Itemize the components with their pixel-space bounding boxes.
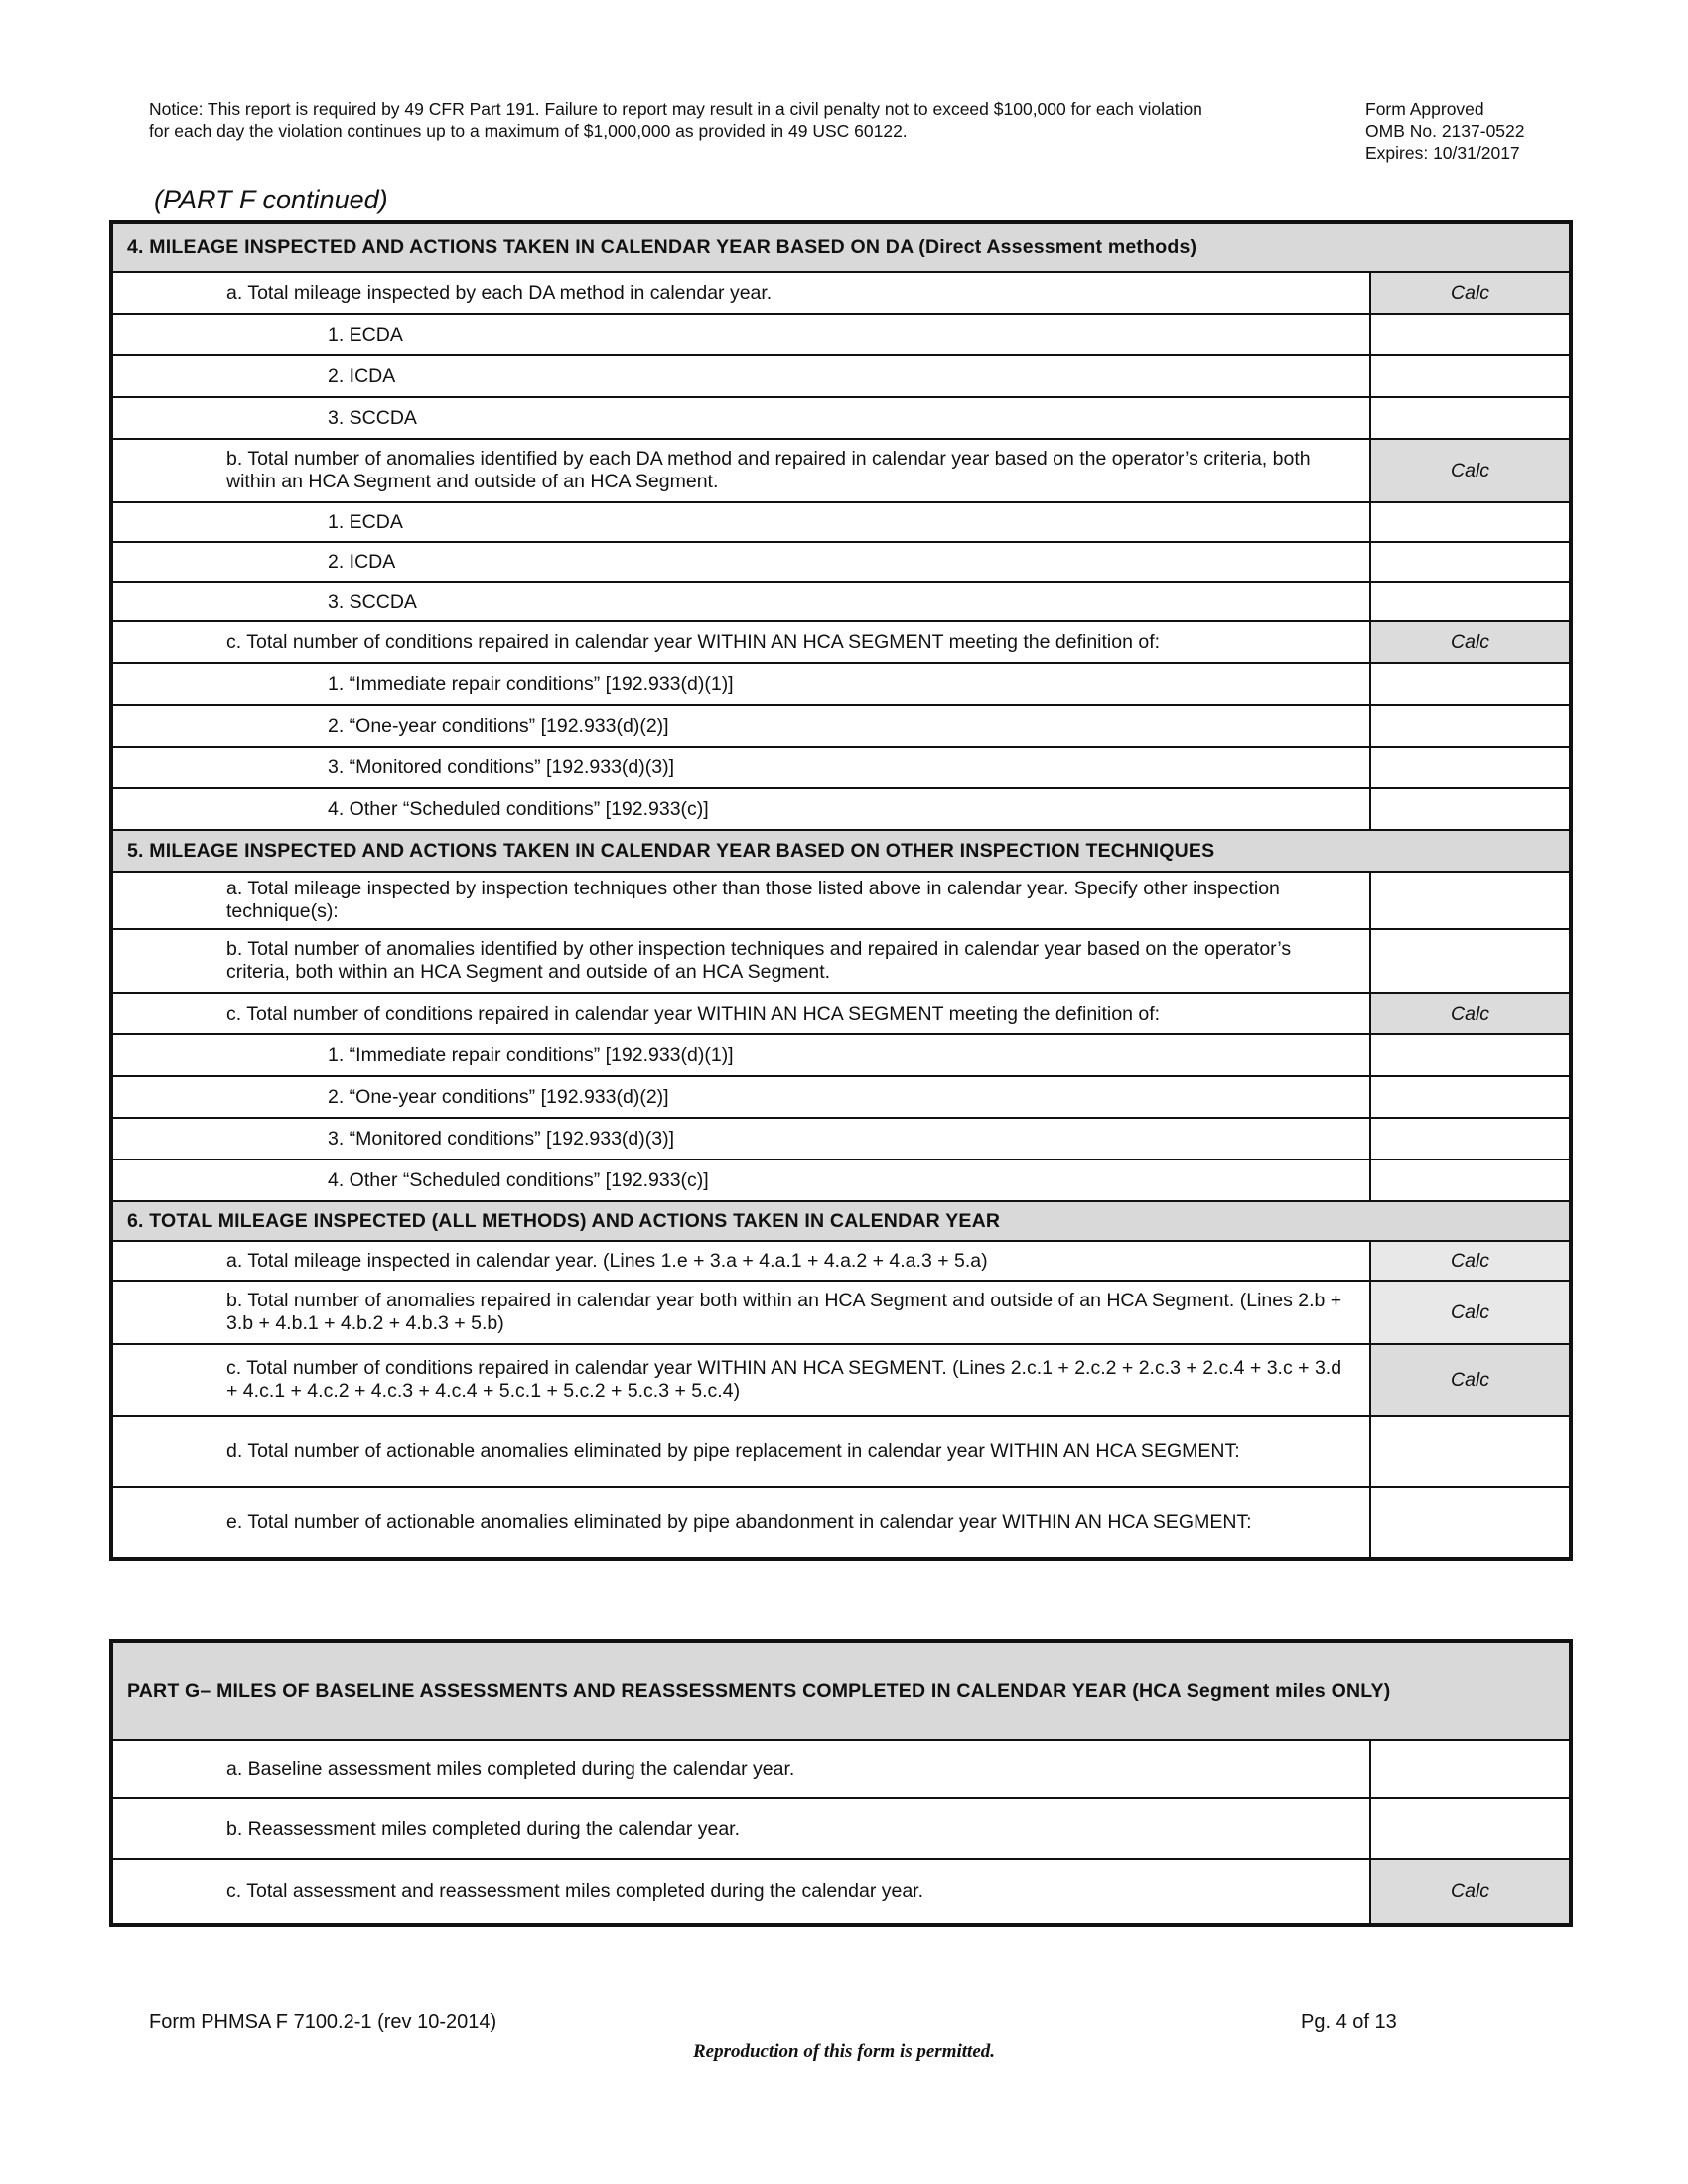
row-5c2-input[interactable] <box>1370 1076 1571 1118</box>
row-4c4-label: 4. Other “Scheduled conditions” [192.933(c)] <box>111 788 1370 830</box>
row-ga-label: a. Baseline assessment miles completed during the calendar year. <box>111 1740 1370 1798</box>
approval-line-3: Expires: 10/31/2017 <box>1365 143 1520 163</box>
row-4c-label: c. Total number of conditions repaired in calendar year WITHIN AN HCA SEGMENT meeting the definition of: <box>111 621 1370 663</box>
row-4c <box>111 621 1571 663</box>
row-5c3 <box>111 1118 1571 1160</box>
row-6a <box>111 1241 1571 1281</box>
row-4c2 <box>111 705 1571 747</box>
row-5a-input[interactable] <box>1370 872 1571 929</box>
row-6b-label: b. Total number of anomalies repaired in calendar year both within an HCA Segment and outside of an HCA Segment. (Lines 2.b + 3.b + 4.b.1 + 4.b.2 + 4.b.3 + 5.b) <box>111 1281 1370 1344</box>
section-5-title: 5. MILEAGE INSPECTED AND ACTIONS TAKEN IN CALENDAR YEAR BASED ON OTHER INSPECTION TECHNIQUES <box>111 830 1571 872</box>
row-6d-label: d. Total number of actionable anomalies eliminated by pipe replacement in calendar year WITHIN AN HCA SEGMENT: <box>111 1416 1370 1487</box>
row-6e-label: e. Total number of actionable anomalies eliminated by pipe abandonment in calendar year WITHIN AN HCA SEGMENT: <box>111 1487 1370 1559</box>
row-4c1 <box>111 663 1571 705</box>
row-5c <box>111 993 1571 1034</box>
section-4-title: 4. MILEAGE INSPECTED AND ACTIONS TAKEN IN CALENDAR YEAR BASED ON DA (Direct Assessment methods) <box>111 222 1571 272</box>
section-6-header-row <box>111 1201 1571 1241</box>
row-4b1-label: 1. ECDA <box>111 502 1370 542</box>
part-f-table <box>109 220 1573 1561</box>
row-4a3-label: 3. SCCDA <box>111 397 1370 439</box>
part-g-title: PART G– MILES OF BASELINE ASSESSMENTS AND REASSESSMENTS COMPLETED IN CALENDAR YEAR (HCA Segment miles ONLY) <box>111 1641 1571 1740</box>
row-5c-label: c. Total number of conditions repaired in calendar year WITHIN AN HCA SEGMENT meeting the definition of: <box>111 993 1370 1034</box>
row-5c1 <box>111 1034 1571 1076</box>
row-5c3-label: 3. “Monitored conditions” [192.933(d)(3)] <box>111 1118 1370 1160</box>
row-gb-label: b. Reassessment miles completed during the calendar year. <box>111 1798 1370 1859</box>
row-5c4 <box>111 1160 1571 1201</box>
row-4b3-label: 3. SCCDA <box>111 582 1370 621</box>
row-4a2-input[interactable] <box>1370 355 1571 397</box>
row-4a3 <box>111 397 1571 439</box>
row-4a <box>111 272 1571 314</box>
row-6b <box>111 1281 1571 1344</box>
row-4c2-label: 2. “One-year conditions” [192.933(d)(2)] <box>111 705 1370 747</box>
row-gb-input[interactable] <box>1370 1798 1571 1859</box>
section-4-header-row <box>111 222 1571 272</box>
row-4b2-label: 2. ICDA <box>111 542 1370 582</box>
section-6-title: 6. TOTAL MILEAGE INSPECTED (ALL METHODS) AND ACTIONS TAKEN IN CALENDAR YEAR <box>111 1201 1571 1241</box>
notice-line-2: for each day the violation continues up to a maximum of $1,000,000 as provided in 49 USC 60122. <box>149 121 908 141</box>
row-6a-label: a. Total mileage inspected in calendar year. (Lines 1.e + 3.a + 4.a.1 + 4.a.2 + 4.a.3 + 5.a) <box>111 1241 1370 1281</box>
row-6e-input[interactable] <box>1370 1487 1571 1559</box>
row-6d <box>111 1416 1571 1487</box>
row-4a2 <box>111 355 1571 397</box>
row-ga <box>111 1740 1571 1798</box>
row-4b-label: b. Total number of anomalies identified by each DA method and repaired in calendar year based on the operator’s criteria, both within an HCA Segment and outside of an HCA Segment. <box>111 439 1370 502</box>
row-6b-calc: Calc <box>1370 1281 1571 1344</box>
row-5a-label: a. Total mileage inspected by inspection techniques other than those listed above in calendar year. Specify other inspection technique(s): <box>111 872 1370 929</box>
row-6d-input[interactable] <box>1370 1416 1571 1487</box>
row-gc <box>111 1859 1571 1925</box>
row-4a1-input[interactable] <box>1370 314 1571 355</box>
row-4a-calc: Calc <box>1370 272 1571 314</box>
row-gb <box>111 1798 1571 1859</box>
row-6c-label: c. Total number of conditions repaired in calendar year WITHIN AN HCA SEGMENT. (Lines 2.c.1 + 2.c.2 + 2.c.3 + 2.c.4 + 3.c + 3.d + 4.c.1 + 4.c.2 + 4.c.3 + 4.c.4 + 5.c.1 + 5.c.2 + 5.c.3 + 5.c.4) <box>111 1344 1370 1416</box>
row-5c1-label: 1. “Immediate repair conditions” [192.933(d)(1)] <box>111 1034 1370 1076</box>
part-f-continued-heading: (PART F continued) <box>154 185 388 214</box>
row-5b <box>111 929 1571 993</box>
row-4a1 <box>111 314 1571 355</box>
row-5c2-label: 2. “One-year conditions” [192.933(d)(2)] <box>111 1076 1370 1118</box>
row-5c2 <box>111 1076 1571 1118</box>
row-5b-label: b. Total number of anomalies identified by other inspection techniques and repaired in calendar year based on the operator’s criteria, both within an HCA Segment and outside of an HCA Segment. <box>111 929 1370 993</box>
row-6a-calc: Calc <box>1370 1241 1571 1281</box>
row-6c <box>111 1344 1571 1416</box>
row-5c1-input[interactable] <box>1370 1034 1571 1076</box>
row-4c-calc: Calc <box>1370 621 1571 663</box>
row-5c4-label: 4. Other “Scheduled conditions” [192.933(c)] <box>111 1160 1370 1201</box>
reproduction-notice: Reproduction of this form is permitted. <box>692 2041 996 2062</box>
row-4c3-input[interactable] <box>1370 747 1571 788</box>
row-4a3-input[interactable] <box>1370 397 1571 439</box>
row-gc-label: c. Total assessment and reassessment miles completed during the calendar year. <box>111 1859 1370 1925</box>
row-4b3-input[interactable] <box>1370 582 1571 621</box>
row-4c2-input[interactable] <box>1370 705 1571 747</box>
notice-line-1: Notice: This report is required by 49 CFR Part 191. Failure to report may result in a civil penalty not to exceed $100,000 for each violation <box>149 99 1202 119</box>
row-4a1-label: 1. ECDA <box>111 314 1370 355</box>
row-5c3-input[interactable] <box>1370 1118 1571 1160</box>
row-4b3 <box>111 582 1571 621</box>
approval-line-2: OMB No. 2137-0522 <box>1365 121 1525 141</box>
row-ga-input[interactable] <box>1370 1740 1571 1798</box>
row-5c4-input[interactable] <box>1370 1160 1571 1201</box>
row-6c-calc: Calc <box>1370 1344 1571 1416</box>
row-5b-input[interactable] <box>1370 929 1571 993</box>
section-5-header-row <box>111 830 1571 872</box>
row-5c-calc: Calc <box>1370 993 1571 1034</box>
row-4c1-input[interactable] <box>1370 663 1571 705</box>
approval-line-1: Form Approved <box>1365 99 1484 119</box>
page-number: Pg. 4 of 13 <box>1301 2011 1397 2033</box>
regulatory-notice <box>149 98 1340 142</box>
row-6e <box>111 1487 1571 1559</box>
row-4c3 <box>111 747 1571 788</box>
row-4b2-input[interactable] <box>1370 542 1571 582</box>
row-4a2-label: 2. ICDA <box>111 355 1370 397</box>
row-4b1-input[interactable] <box>1370 502 1571 542</box>
row-4b <box>111 439 1571 502</box>
row-4c1-label: 1. “Immediate repair conditions” [192.933(d)(1)] <box>111 663 1370 705</box>
row-4c4 <box>111 788 1571 830</box>
row-4b2 <box>111 542 1571 582</box>
row-4b-calc: Calc <box>1370 439 1571 502</box>
row-4a-label: a. Total mileage inspected by each DA method in calendar year. <box>111 272 1370 314</box>
omb-approval <box>1365 98 1584 164</box>
row-5a <box>111 872 1571 929</box>
row-4c3-label: 3. “Monitored conditions” [192.933(d)(3)] <box>111 747 1370 788</box>
row-4c4-input[interactable] <box>1370 788 1571 830</box>
row-gc-calc: Calc <box>1370 1859 1571 1925</box>
row-4b1 <box>111 502 1571 542</box>
form-number: Form PHMSA F 7100.2-1 (rev 10-2014) <box>149 2011 497 2033</box>
part-g-table <box>109 1639 1573 1927</box>
part-g-header-row <box>111 1641 1571 1740</box>
